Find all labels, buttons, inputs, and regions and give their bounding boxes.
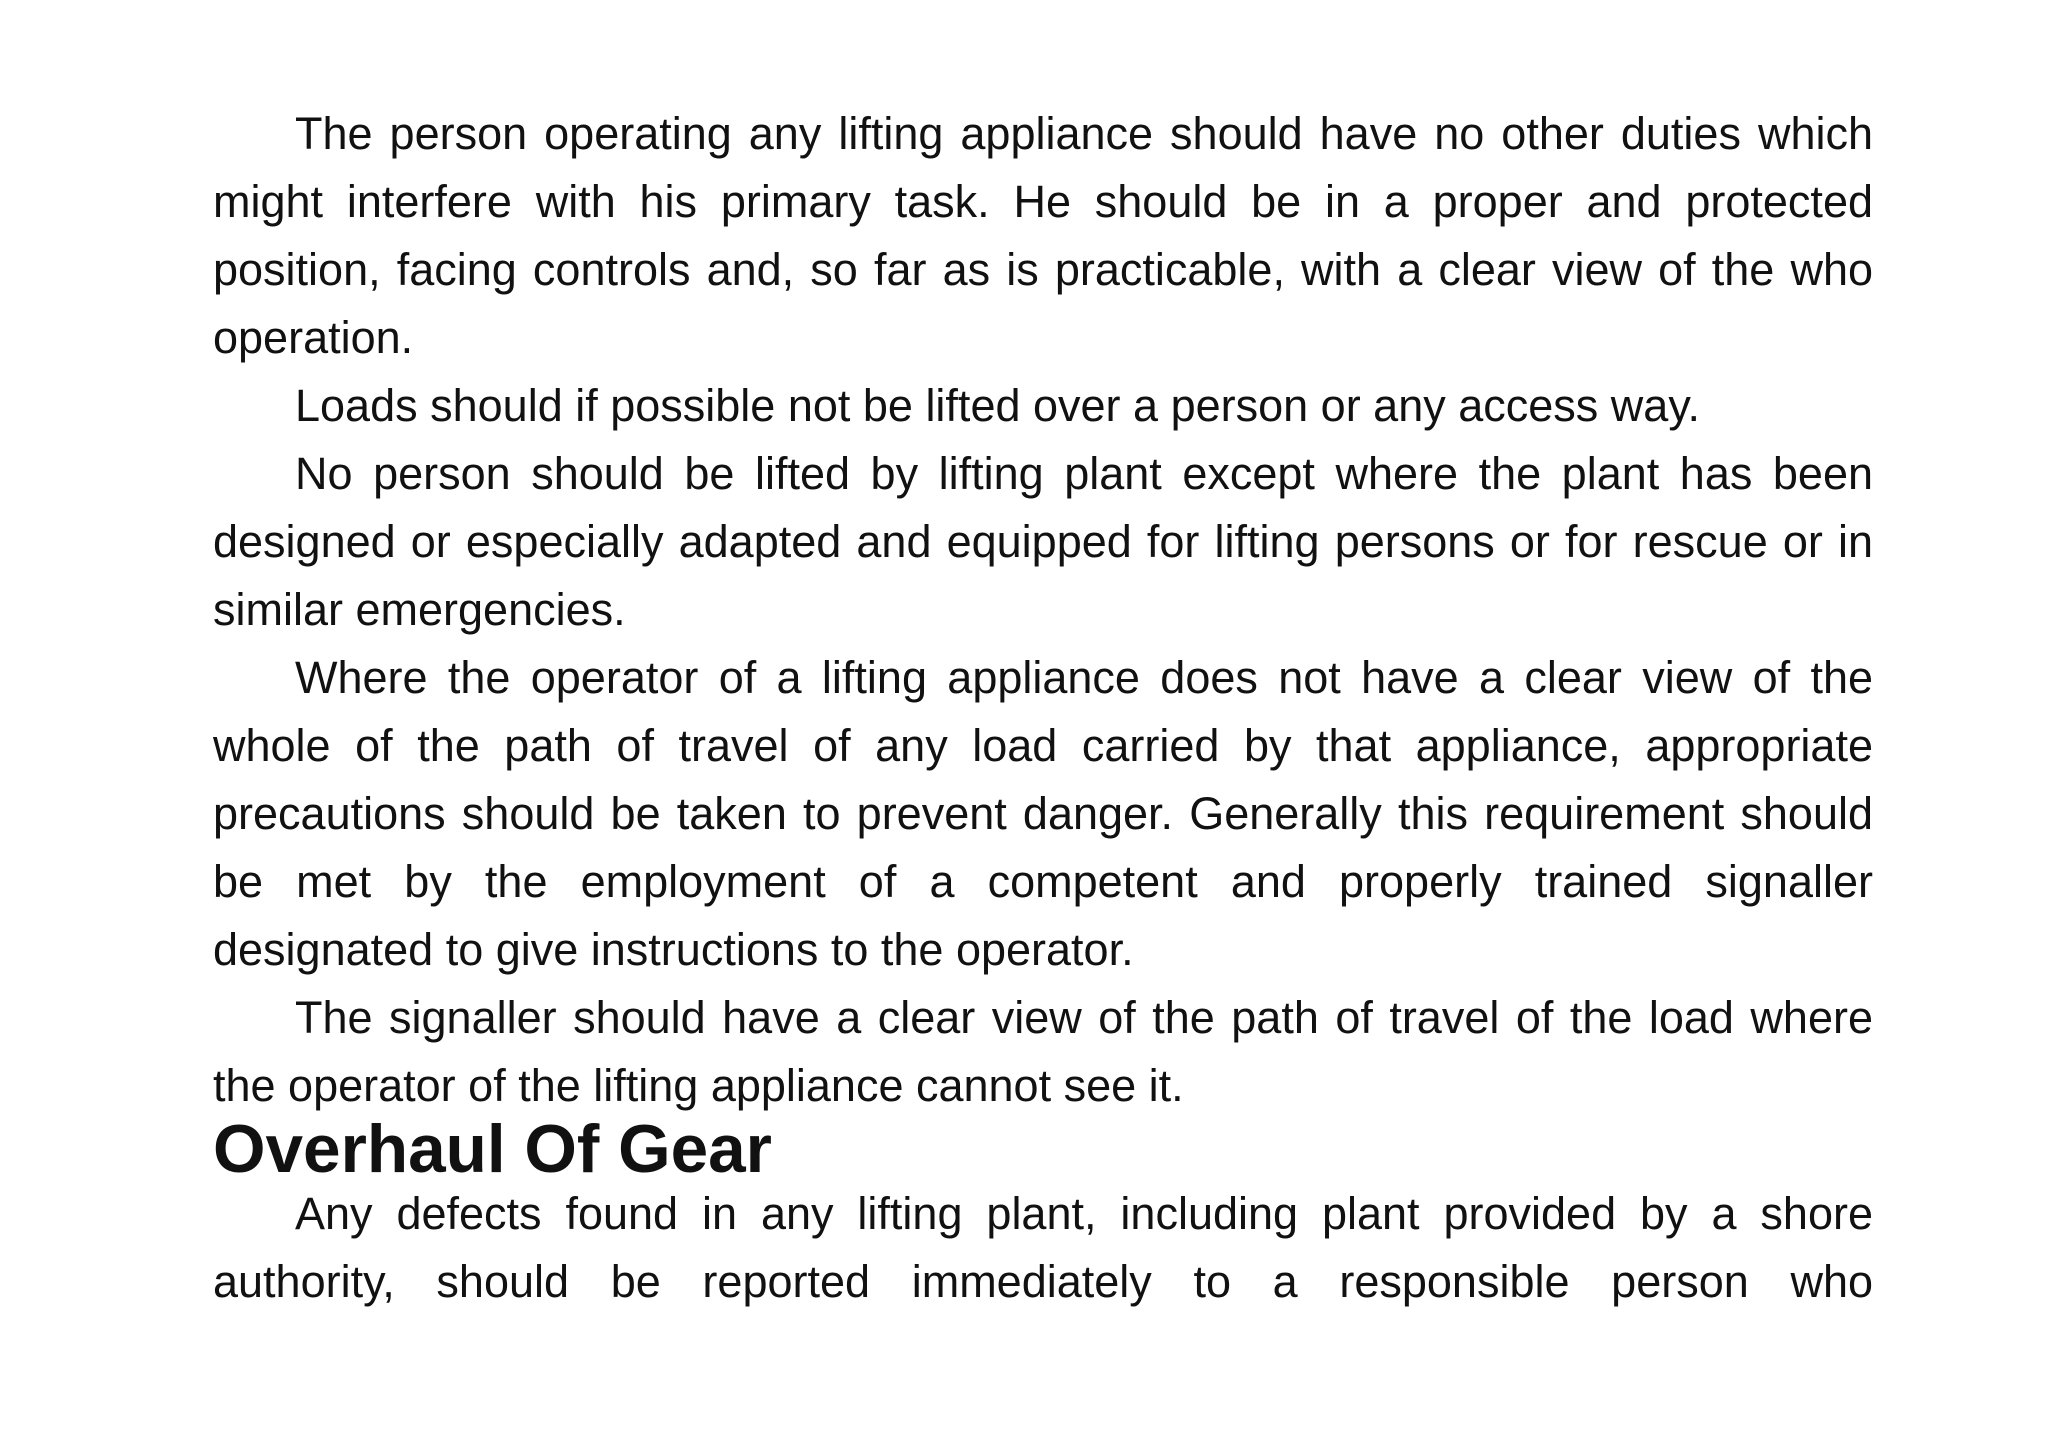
paragraph-defects: Any defects found in any lifting plant, including plant provided by a shore authority, should be reported immediately to a responsible person who <box>213 1188 1873 1307</box>
paragraph-signaller-view: The signaller should have a clear view of the path of travel of the load where the operator of the lifting appliance cannot see it. <box>213 992 1873 1111</box>
section-heading: Overhaul Of Gear <box>213 1112 772 1187</box>
paragraph-lifting-persons: No person should be lifted by lifting plant except where the plant has been designed or especially adapted and equipped for lifting persons or for rescue or in similar emergencies. <box>213 448 1873 635</box>
paragraph-signaller-requirement: Where the operator of a lifting appliance does not have a clear view of the whole of the path of travel of any load carried by that appliance, appropriate precautions should be taken to prevent danger. Generally this requirement should be met by the employment of a competent and properly trained signaller designated to give instructions to the operator. <box>213 652 1873 975</box>
paragraph-operator-duties: The person operating any lifting appliance should have no other duties which might interfere with his primary task. He should be in a proper and protected position, facing controls and, so far as is practicable, with a clear view of the who operation. <box>213 108 1873 363</box>
paragraph-loads-over-persons: Loads should if possible not be lifted over a person or any access way. <box>295 380 1700 431</box>
document-page <box>213 100 1873 1316</box>
